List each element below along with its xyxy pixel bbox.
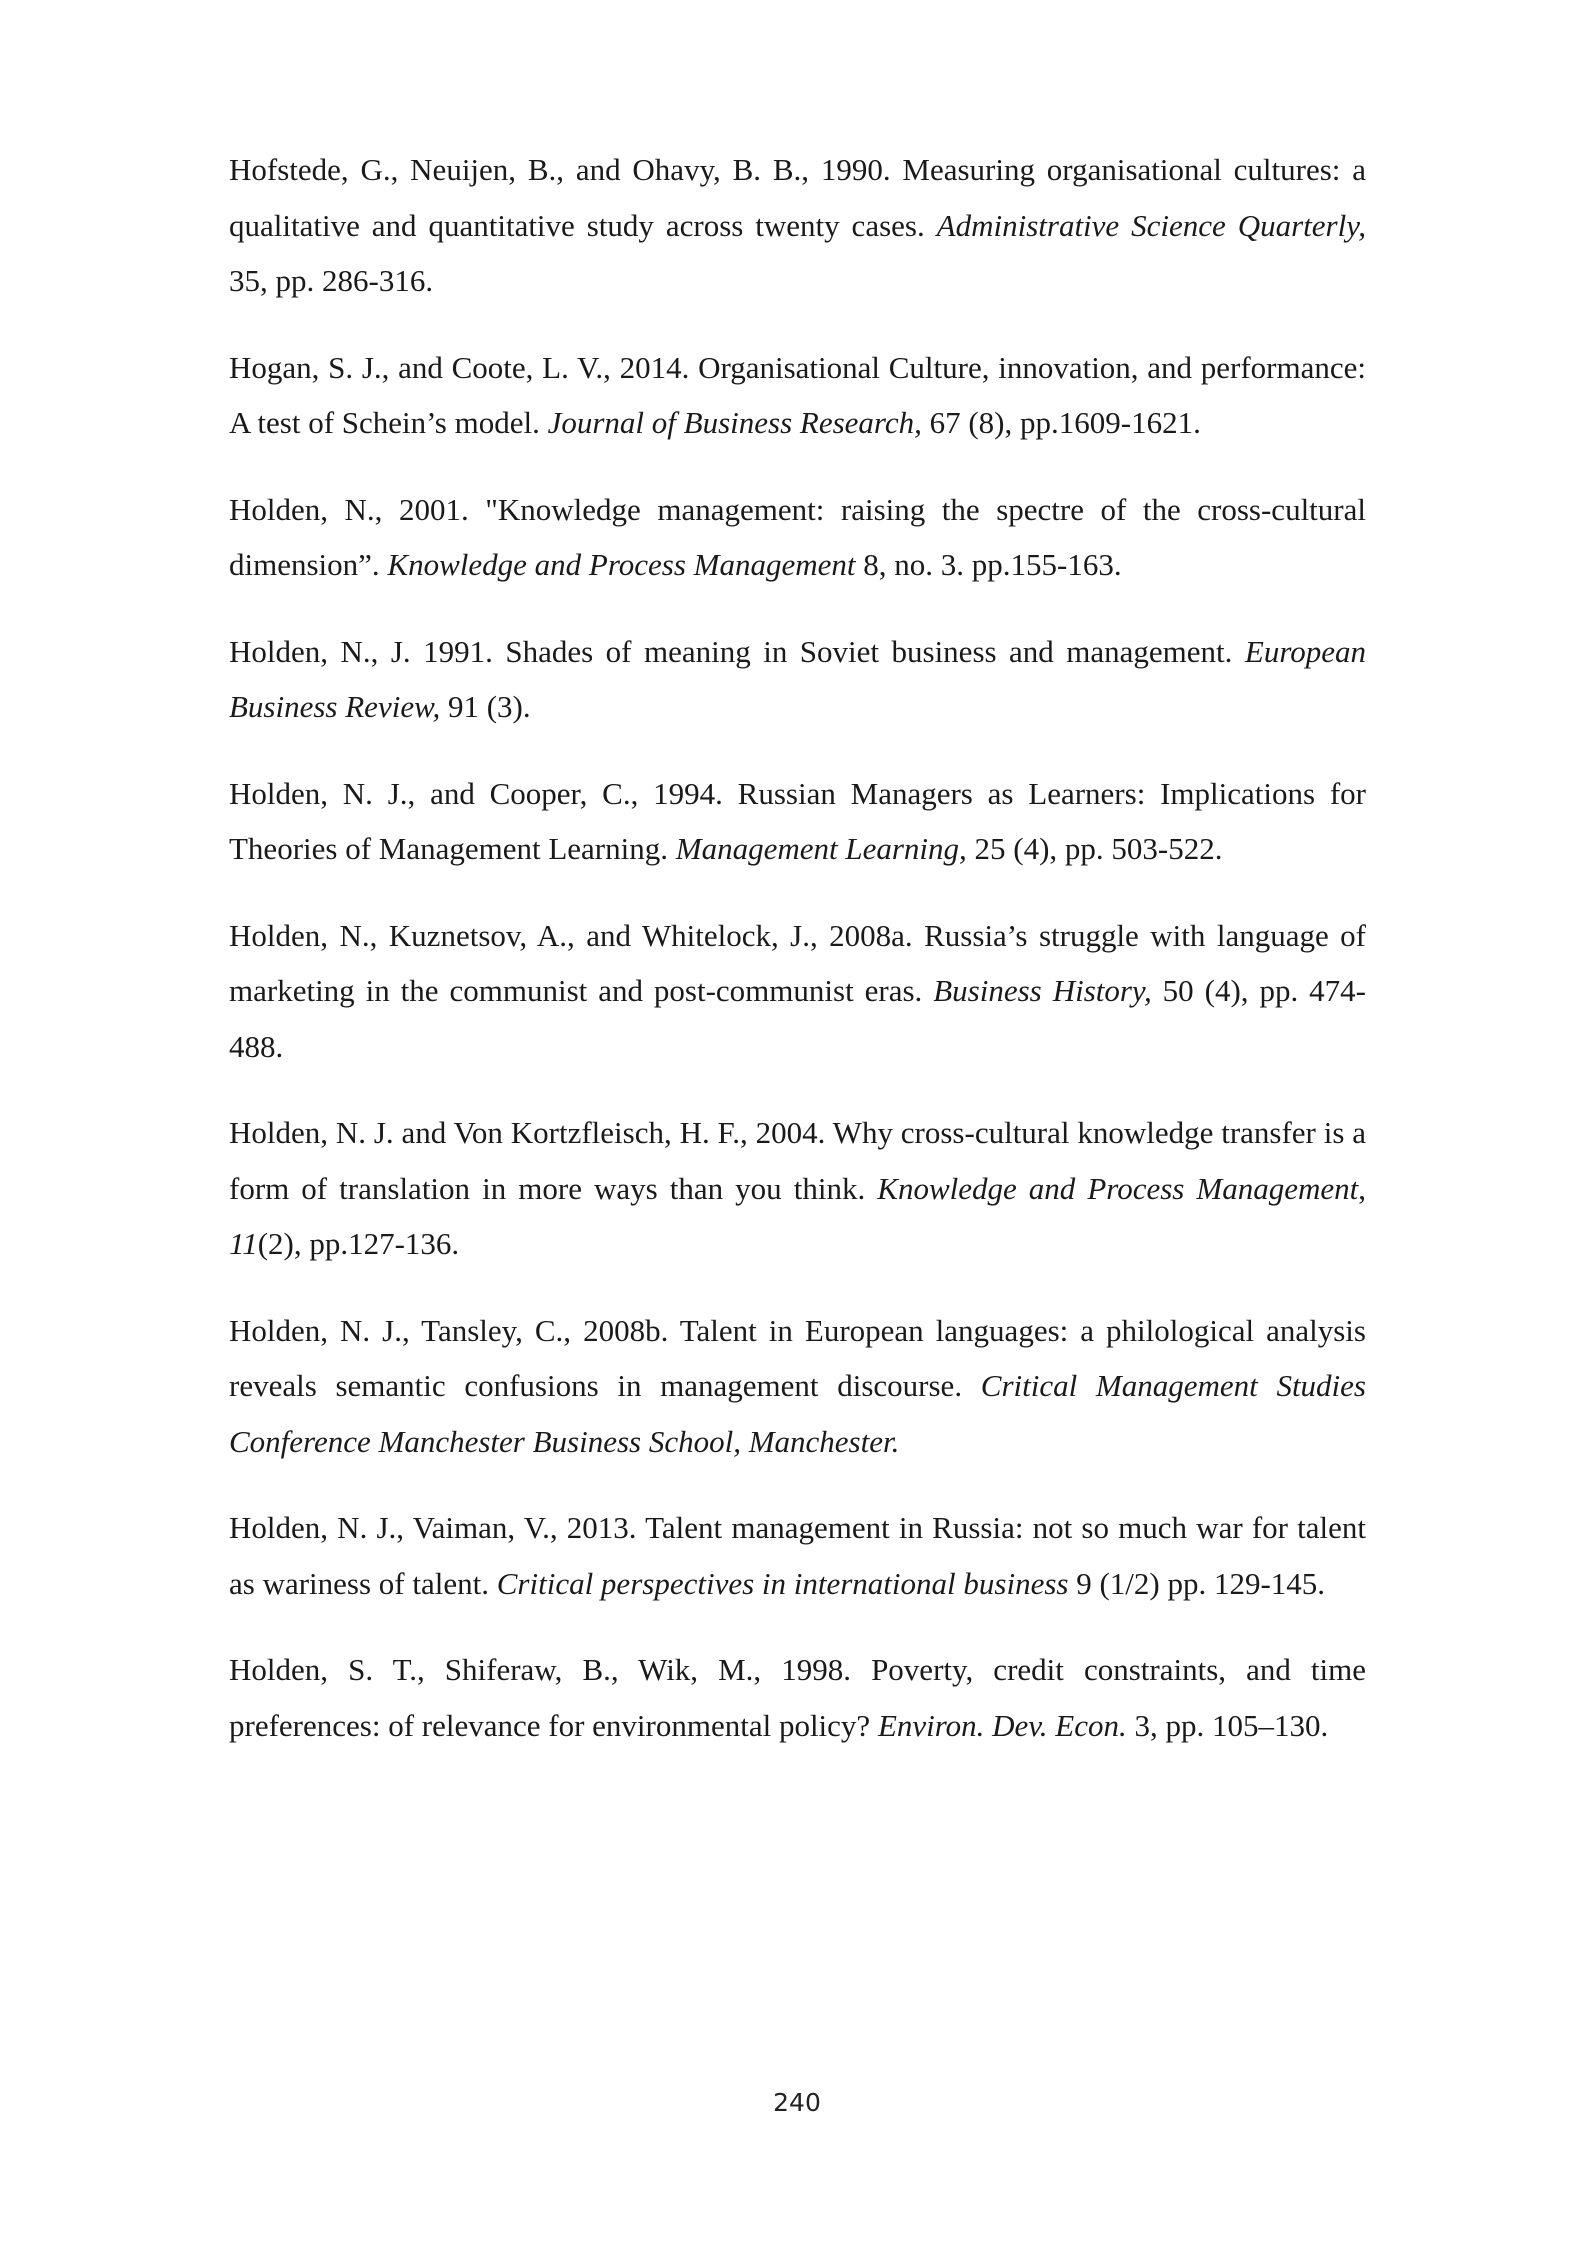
reference-journal: Critical Management Studies Conference Manchester Business School, Manchester. — [229, 1368, 1366, 1459]
reference-details: 8, no. 3. pp.155-163. — [855, 547, 1122, 582]
reference-journal: European Business Review, — [229, 633, 1366, 724]
reference-text: Holden, N. J., and Cooper, C., 1994. Russian Managers as Learners: Implications for Theories of Management Learning. — [229, 775, 1366, 866]
reference-journal: Environ. Dev. Econ. — [877, 1707, 1127, 1743]
reference-text: Holden, N., J. 1991. Shades of meaning in Soviet business and management. — [229, 633, 1245, 669]
reference-separator: , — [1358, 1170, 1366, 1206]
reference-journal: Management Learning, — [675, 831, 967, 866]
reference-entry-holden-1991 — [229, 624, 1366, 735]
reference-text: Holden, S. T., Shiferaw, B., Wik, M., 1998. Poverty, credit constraints, and time preferences: of relevance for environmental policy? — [229, 1652, 1366, 1743]
page-number: 240 — [773, 2088, 821, 2117]
reference-text: Hofstede, G., Neuijen, B., and Ohavy, B. B., 1990. Measuring organisational cultures: a qualitative and quantitative study across twenty cases. — [229, 152, 1366, 243]
reference-details: 91 (3). — [440, 689, 531, 724]
reference-journal: Knowledge and Process Management — [387, 547, 856, 582]
reference-details: 35, pp. 286-316. — [229, 263, 434, 298]
reference-text: Holden, N., 2001. "Knowledge management: raising the spectre of the cross-cultural dimension”. — [229, 491, 1366, 582]
reference-entry-holden-kortzfleisch-2004 — [229, 1105, 1366, 1272]
reference-details: 50 (4), pp. 474-488. — [229, 973, 1366, 1064]
reference-details: 3, pp. 105–130. — [1126, 1707, 1329, 1743]
reference-text: Holden, N. J., Vaiman, V., 2013. Talent management in Russia: not so much war for talent as wariness of talent. — [229, 1510, 1366, 1601]
reference-volume: 11 — [229, 1226, 258, 1261]
reference-text: Holden, N., Kuznetsov, A., and Whitelock, J., 2008a. Russia’s struggle with language of marketing in the communist and post-communist eras. — [229, 917, 1366, 1008]
reference-journal: Critical perspectives in international business — [496, 1565, 1069, 1601]
reference-details: 9 (1/2) pp. 129-145. — [1068, 1565, 1326, 1601]
reference-entry-holden-cooper-1994 — [229, 766, 1366, 877]
reference-journal: Administrative Science Quarterly, — [936, 207, 1367, 243]
reference-text: Hogan, S. J., and Coote, L. V., 2014. Organisational Culture, innovation, and performance: A test of Schein’s model. — [229, 349, 1366, 440]
reference-text: Holden, N. J., Tansley, C., 2008b. Talent in European languages: a philological analysis reveals semantic confusions in management discourse. — [229, 1312, 1366, 1403]
reference-journal: Knowledge and Process Management — [877, 1170, 1359, 1206]
reference-journal: Journal of Business Research, — [547, 405, 922, 440]
reference-details: (2), pp.127-136. — [257, 1226, 460, 1261]
reference-entry-holden-1998 — [229, 1642, 1366, 1753]
reference-details: 67 (8), pp.1609-1621. — [921, 405, 1201, 440]
reference-entry-holden-2001 — [229, 482, 1366, 593]
reference-entry-holden-2008a — [229, 908, 1366, 1075]
reference-entry-hogan-2014 — [229, 340, 1366, 451]
reference-list — [229, 142, 1366, 1784]
reference-entry-holden-2008b — [229, 1303, 1366, 1470]
reference-entry-holden-vaiman-2013 — [229, 1500, 1366, 1611]
reference-details: 25 (4), pp. 503-522. — [966, 831, 1223, 866]
reference-entry-hofstede-1990 — [229, 142, 1366, 309]
reference-text: Holden, N. J. and Von Kortzfleisch, H. F., 2004. Why cross-cultural knowledge transfer is a form of translation in more ways than you think. — [229, 1115, 1366, 1206]
reference-journal: Business History, — [933, 973, 1152, 1008]
